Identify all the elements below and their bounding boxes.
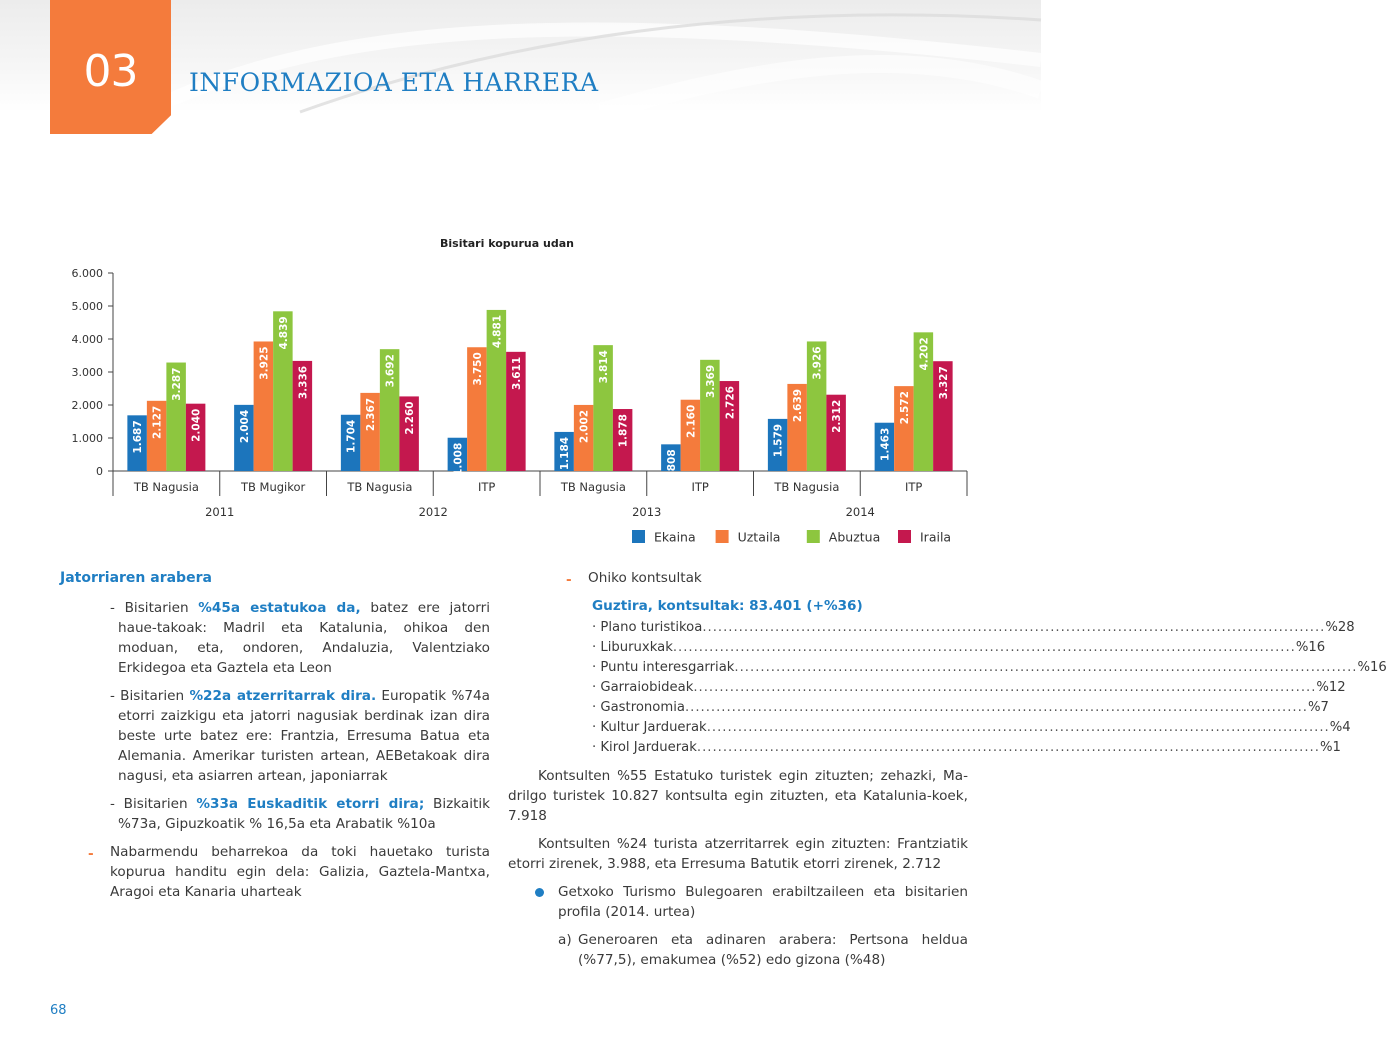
bar-value-label: 4.839 [277,316,290,350]
profile-text: Getxoko Turismo Bulegoaren erabiltzaileen eta bisitarien profila (2014. urtea) [558,884,968,920]
bar-value-label: 3.750 [471,352,484,386]
bar-value-label: 1.687 [132,420,145,454]
y-tick-label: 0 [96,465,103,478]
left-column [60,568,490,910]
bar-value-label: 3.814 [598,350,611,384]
query-category-row [592,698,1329,718]
dot-leader: ........................................................................................................................ [693,680,1317,695]
query-category-row [592,718,1351,738]
query-category-row [592,678,1346,698]
query-category-row [592,618,1355,638]
legend-label: Uztaila [737,529,781,545]
bar-value-label: 2.312 [831,399,844,433]
bar-value-label: 1.008 [452,442,465,476]
origin-item-prefix: - Bisitarien [110,600,199,616]
origin-item [60,686,490,786]
query-category-value: %16 [1357,660,1387,675]
query-category-label: · Puntu interesgarriak [592,660,735,675]
legend-label: Iraila [920,529,952,545]
legend-swatch-abuztua [807,530,820,543]
legend-swatch-iraila [898,530,911,543]
y-tick-label: 5.000 [71,300,103,313]
bar-value-label: 3.327 [937,366,950,400]
section-title: INFORMAZIOA ETA HARRERA [189,68,599,97]
bar-value-label: 2.367 [365,397,378,432]
query-category-value: %16 [1295,640,1326,655]
x-category-label: ITP [477,480,496,494]
dot-leader: ........................................................................................................................ [706,720,1330,735]
query-category-value: %12 [1316,680,1346,695]
query-category-row [592,738,1341,758]
x-category-label: TB Nagusia [774,480,840,494]
bar-value-label: 4.881 [491,314,504,349]
bar-value-label: 2.002 [578,409,591,444]
y-tick-label: 2.000 [71,399,103,412]
y-tick-label: 6.000 [71,267,103,280]
origin-item-highlight: %22a atzerritarrak dira. [189,688,377,704]
origin-item-highlight: %45a estatukoa da, [198,600,361,616]
sub-label: a) [558,932,572,948]
sub-text: Generoaren eta adinaren arabera: Pertsona heldua (%77,5), emakumea (%52) edo gizona (%48) [578,932,968,968]
bar-value-label: 1.878 [617,414,630,448]
origin-list [60,598,490,834]
x-category-label: TB Nagusia [560,480,626,494]
origin-item [60,598,490,678]
bullet-dot [535,888,544,897]
bar-value-label: 3.287 [171,367,184,401]
origin-heading: Jatorriaren arabera [60,570,212,586]
query-category-label: · Kirol Jarduerak [592,740,697,755]
queries-heading-item [508,568,968,588]
query-category-value: %7 [1307,700,1329,715]
bar-value-label: 4.202 [918,337,931,371]
bar-value-label: 3.369 [704,364,717,399]
query-category-label: · Gastronomia [592,700,685,715]
x-category-label: ITP [691,480,709,494]
chart-title: Bisitari kopurua udan [440,237,574,250]
year-group-label: 2014 [845,505,875,519]
dot-leader: ........................................................................................................................ [702,620,1326,635]
x-category-label: TB Nagusia [347,480,413,494]
dash-marker: - [566,572,572,588]
bar-value-label: 2.726 [724,386,737,420]
query-category-label: · Plano turistikoa [592,620,703,635]
legend-swatch-uztaila [716,530,729,543]
query-category-label: · Kultur Jarduerak [592,720,707,735]
query-category-row [592,638,1326,658]
profile-sub-item [508,930,968,970]
bar-value-label: 3.692 [384,354,397,388]
profile-bullet [508,882,968,922]
origin-item [60,794,490,834]
year-group-label: 2012 [418,505,448,519]
query-category-row [592,658,1387,678]
bar-value-label: 2.260 [404,401,417,435]
dash-marker: - [88,846,94,862]
note-item [60,842,490,902]
section-number: 03 [83,46,138,97]
bar-value-label: 1.184 [559,436,572,471]
query-category-label: · Liburuxkak [592,640,673,655]
legend-label: Ekaina [654,529,696,545]
bar-value-label: 2.004 [238,409,251,444]
bar-value-label: 3.611 [510,356,523,391]
note-text: Nabarmendu beharrekoa da toki hauetako turista kopurua handitu egin dela: Galizia, Gaztela-Mantxa, Aragoi eta Kanaria uharteak [110,844,490,900]
queries-breakdown [508,618,1387,758]
origin-item-text: batez ere jatorri haue-takoak: Madril eta Katalunia, ohikoa den moduan, eta, ondoren, Andaluzia, Valentziako Erkidegoa eta Gaztela eta Leon [118,600,490,676]
x-category-label: TB Mugikor [240,480,306,494]
year-group-label: 2011 [205,505,235,519]
origin-item-text: Bizkaitik %73a, Gipuzkoatik % 16,5a eta Arabatik %10a [118,796,491,832]
origin-item-highlight: %33a Euskaditik etorri dira; [196,796,425,812]
y-tick-label: 3.000 [71,366,103,379]
bar-value-label: 2.572 [898,391,911,425]
query-category-value: %1 [1319,740,1341,755]
dot-leader: ........................................................................................................................ [734,660,1358,675]
dot-leader: ........................................................................................................................ [672,640,1296,655]
legend-swatch-ekaina [632,530,645,543]
bar-value-label: 1.579 [772,423,785,458]
bar-value-label: 2.160 [685,404,698,438]
x-category-label: ITP [904,480,923,494]
bar-value-label: 3.926 [811,346,824,380]
bar-value-label: 1.463 [879,427,892,461]
y-tick-label: 4.000 [71,333,103,346]
queries-total: Guztira, kontsultak: 83.401 (+%36) [592,598,863,614]
query-category-value: %28 [1325,620,1355,635]
query-category-value: %4 [1329,720,1351,735]
bar-value-label: 3.925 [258,346,271,380]
x-category-label: TB Nagusia [133,480,199,494]
origin-item-text: Europatik %74a etorri zaizkigu eta jatorri nagusiak berdinak izan dira beste urte batez ere: Frantzia, Erresuma Batua eta Alemania. Amerikar turisten artean, AEBetakoak dira nagusi, eta asiarren artean, japoniarrak [118,688,490,784]
bar-value-label: 1.704 [345,419,358,453]
bar-value-label: 808 [665,449,678,472]
dot-leader: ........................................................................................................................ [696,740,1320,755]
legend-label: Abuztua [828,529,881,545]
bar-value-label: 3.336 [297,365,310,400]
right-column [508,568,1387,970]
bar-value-label: 2.127 [151,405,164,440]
origin-item-prefix: - Bisitarien [110,688,190,704]
bar-value-label: 2.639 [792,388,805,423]
page-number: 68 [50,1003,67,1018]
visitors-bar-chart [50,230,990,555]
query-category-label: · Garraiobideak [592,680,694,695]
year-group-label: 2013 [632,505,662,519]
foreign-paragraph: Kontsulten %24 turista atzerritarrek egin zituzten: Frantziatik etorri zirenek, 3.988, eta Erresuma Batutik etorri zirenek, 2.712 [508,836,968,872]
bar-value-label: 2.040 [190,408,203,442]
queries-heading: Ohiko kontsultak [588,570,702,586]
dot-leader: ........................................................................................................................ [684,700,1308,715]
domestic-paragraph: Kontsulten %55 Estatuko turistek egin zituzten; zehazki, Ma-drilgo turistek 10.827 kontsulta egin zituzten, eta Katalunia-koek, 7.918 [508,768,968,824]
y-tick-label: 1.000 [71,432,103,445]
origin-item-prefix: - Bisitarien [110,796,197,812]
